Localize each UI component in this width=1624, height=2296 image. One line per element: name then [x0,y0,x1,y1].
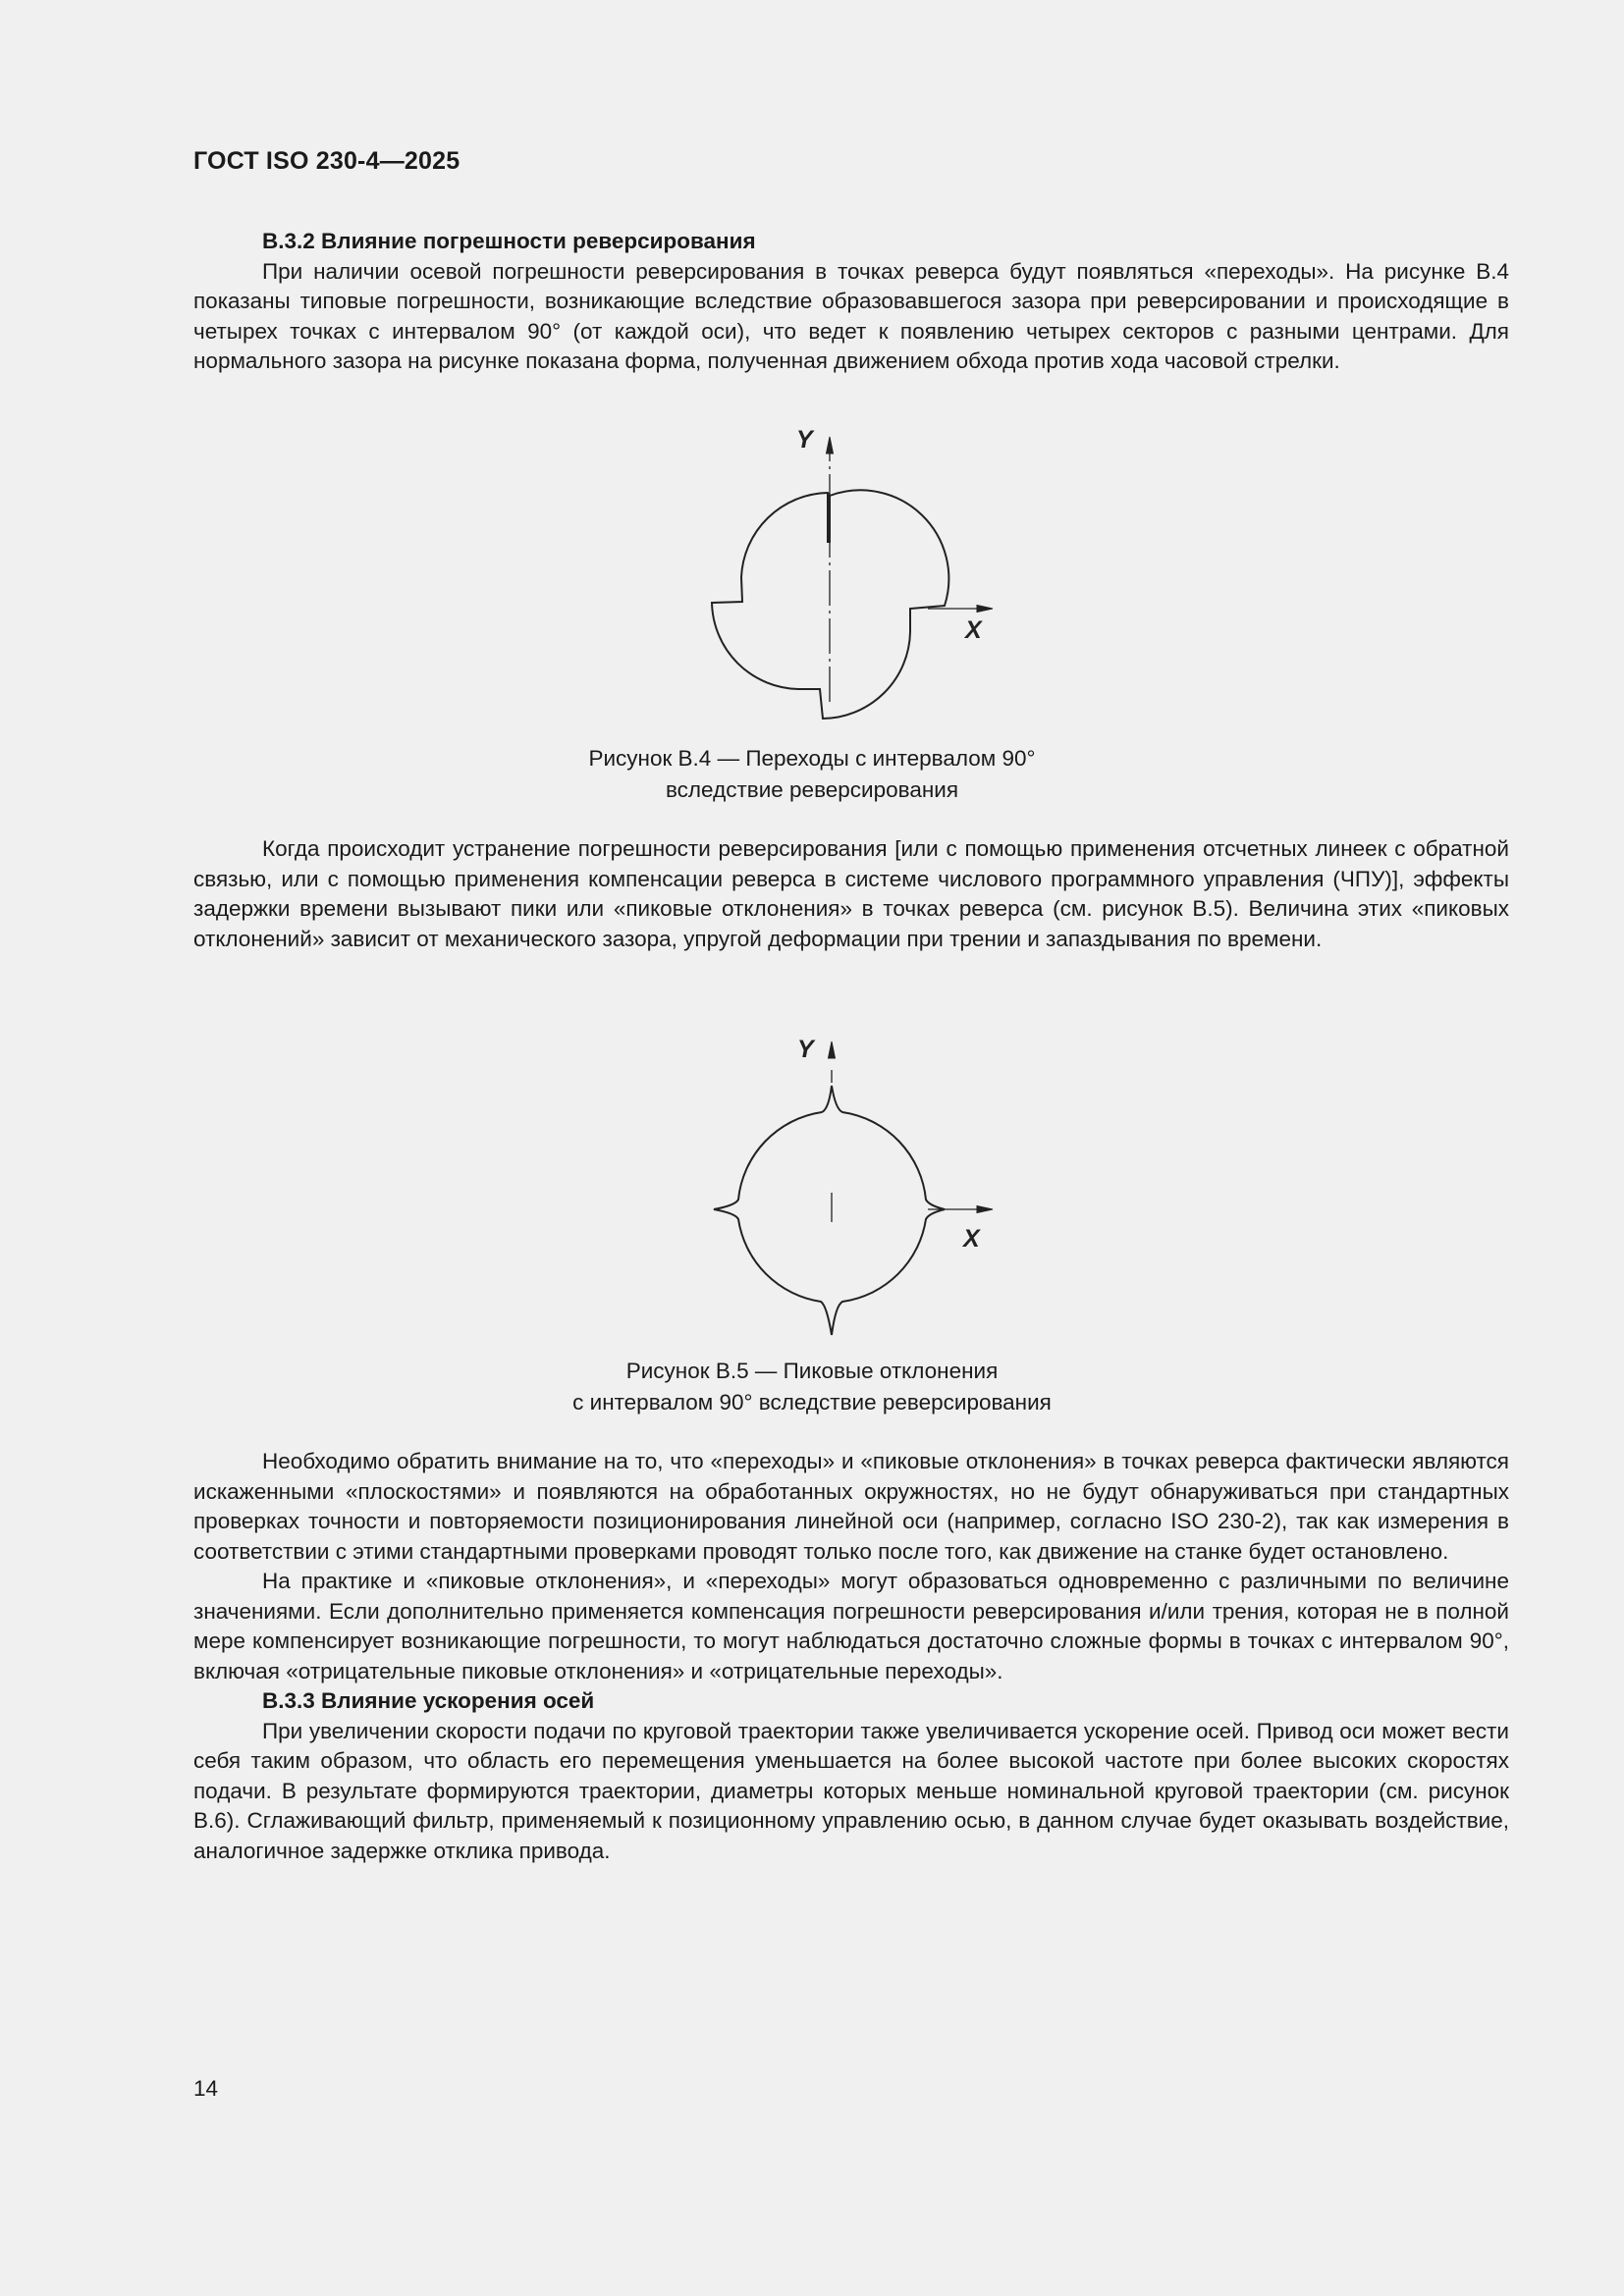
peak-deviation-curve [714,1086,945,1335]
caption-line: с интервалом 90° вследствие реверсирования [572,1390,1052,1415]
x-axis-arrow [977,606,993,613]
y-axis-arrow [827,437,834,454]
paragraph-block [193,1447,1509,1866]
y-axis-label: Y [797,1036,814,1063]
section-heading: B.3.3 Влияние ускорения осей [262,1688,595,1713]
transition-curve [712,490,948,719]
section-heading: B.3.2 Влияние погрешности реверсирования [262,229,756,253]
page-number: 14 [193,2076,219,2101]
figure-b4-caption [0,743,1624,806]
section-b32 [193,227,1509,377]
caption-line: Рисунок В.4 — Переходы с интервалом 90° [588,746,1036,771]
x-axis-label: X [965,616,982,644]
document-header: ГОСТ ISO 230-4—2025 [193,147,460,175]
x-axis-label: X [963,1225,980,1253]
paragraph: При увеличении скорости подачи по круговой траектории также увеличивается ускорение осей. Привод оси может вести себя таким образом, что область его перемещения уменьшается на более высокой частоте при более высоких скоростях подачи. В результате формируются траектории, диаметры которых меньше номинальной круговой траектории (см. рисунок В.6). Сглаживающий фильтр, применяемый к позиционному управлению осью, в данном случае будет оказывать воздействие, аналогичное задержке отклика привода. [193,1718,1509,1863]
paragraph: На практике и «пиковые отклонения», и «переходы» могут образоваться одновременно с различными по величине значениями. Если дополнительно применяется компенсация погрешности реверсирования и/или трения, которая не в полной мере компенсирует возникающие погрешности, то могут наблюдаться достаточно сложные формы в точках с интервалом 90°, включая «отрицательные пиковые отклонения» и «отрицательные переходы». [193,1569,1509,1683]
caption-line: вследствие реверсирования [665,777,959,802]
y-axis-label: Y [796,426,813,454]
caption-line: Рисунок В.5 — Пиковые отклонения [625,1359,999,1383]
paragraph: Когда происходит устранение погрешности реверсирования [или с помощью применения отсчетных линеек с обратной связью, или с помощью применения компенсации реверса в системе числового программного управления (ЧПУ)], эффекты задержки времени вызывают пики или «пиковые отклонения» в точках реверса (см. рисунок В.5). Величина этих «пиковых отклонений» зависит от механического зазора, упругой деформации при трении и запаздывания по времени. [193,836,1509,951]
x-axis-arrow [977,1206,993,1213]
figure-b4-diagram [687,422,1001,726]
paragraph: При наличии осевой погрешности реверсирования в точках реверса будут появляться «переходы». На рисунке В.4 показаны типовые погрешности, возникающие вследствие образовавшегося зазора при реверсировании и происходящие в четырех точках с интервалом 90° (от каждой оси), что ведет к появлению четырех секторов с разными центрами. Для нормального зазора на рисунке показана форма, полученная движением обхода против хода часовой стрелки. [193,258,1509,373]
figure-b5-diagram [687,1031,1001,1345]
paragraph: Необходимо обратить внимание на то, что «переходы» и «пиковые отклонения» в точках реверса фактически являются искаженными «плоскостями» и появляются на обработанных окружностях, но не будут обнаруживаться при стандартных проверках точности и повторяемости позиционирования линейной оси (например, согласно ISO 230-2), так как измерения в соответствии с этими стандартными проверками проводят только после того, как движение на станке будет остановлено. [193,1449,1509,1564]
y-axis-arrow [829,1041,836,1058]
figure-b5-caption [0,1356,1624,1418]
paragraph-block [193,834,1509,954]
